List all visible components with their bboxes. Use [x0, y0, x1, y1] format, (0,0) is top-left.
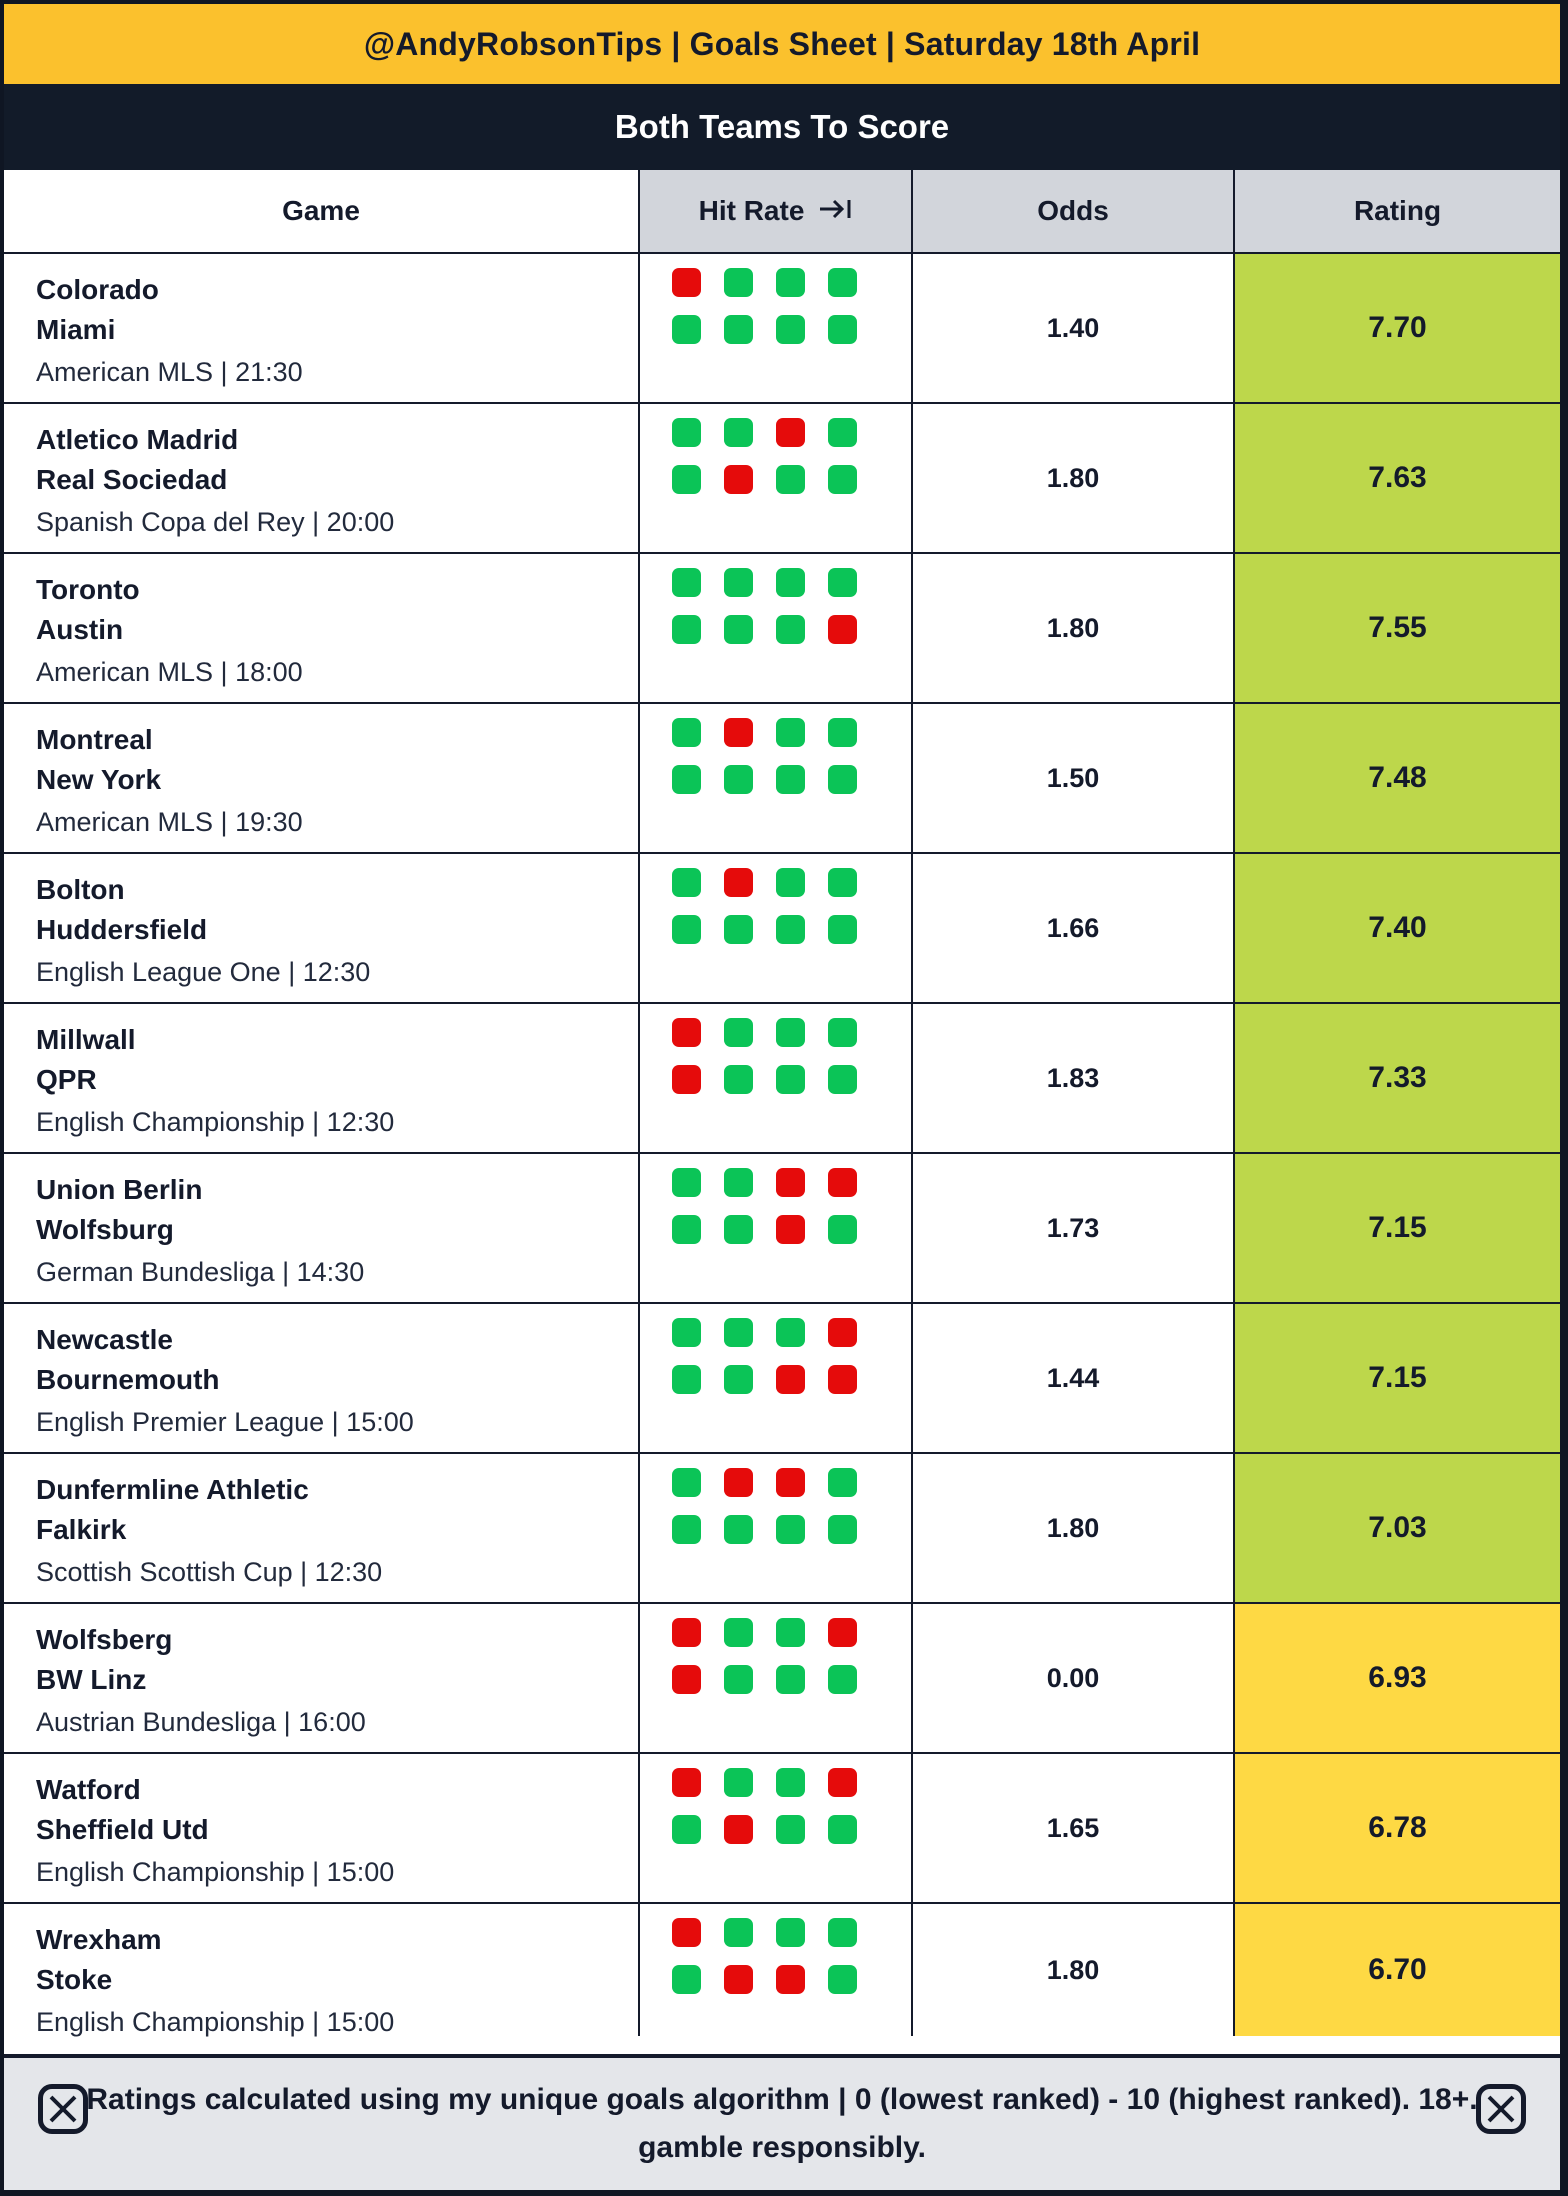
league-time: English Championship | 15:00 — [36, 2007, 395, 2037]
miss-indicator — [828, 1318, 857, 1347]
game-cell — [4, 1904, 640, 2036]
hit-indicator — [828, 1965, 857, 1994]
home-team: Union Berlin — [36, 1174, 203, 1205]
away-team: Sheffield Utd — [36, 1814, 209, 1845]
league-time: Scottish Scottish Cup | 12:30 — [36, 1557, 383, 1587]
hit-rate-cell — [640, 1754, 913, 1902]
hit-indicator — [828, 868, 857, 897]
hit-rate-grid — [672, 868, 911, 944]
rating-value: 7.48 — [1235, 704, 1560, 852]
hit-indicator — [672, 315, 701, 344]
hit-indicator — [672, 915, 701, 944]
hit-indicator — [672, 1815, 701, 1844]
no-under-18-icon — [38, 2084, 88, 2134]
hit-indicator — [724, 1168, 753, 1197]
hit-rate-grid — [672, 1918, 911, 1994]
away-team: New York — [36, 764, 162, 795]
table-row[interactable] — [4, 1304, 1560, 1454]
hit-indicator — [724, 1065, 753, 1094]
hit-indicator — [828, 915, 857, 944]
miss-indicator — [672, 1618, 701, 1647]
league-time: English Championship | 15:00 — [36, 1857, 395, 1887]
hit-rate-cell — [640, 854, 913, 1002]
hit-indicator — [828, 718, 857, 747]
away-team: Wolfsburg — [36, 1214, 174, 1245]
odds-value: 1.80 — [913, 1904, 1235, 2036]
hit-indicator — [828, 1515, 857, 1544]
hit-rate-cell — [640, 1004, 913, 1152]
hit-rate-cell — [640, 254, 913, 402]
miss-indicator — [672, 1768, 701, 1797]
hit-rate-cell — [640, 1454, 913, 1602]
hit-indicator — [828, 1018, 857, 1047]
rating-value: 7.55 — [1235, 554, 1560, 702]
table-row[interactable] — [4, 254, 1560, 404]
game-cell — [4, 1754, 640, 1902]
odds-value: 1.66 — [913, 854, 1235, 1002]
odds-value: 0.00 — [913, 1604, 1235, 1752]
game-cell — [4, 1154, 640, 1302]
miss-indicator — [724, 1965, 753, 1994]
miss-indicator — [724, 1468, 753, 1497]
away-team: Real Sociedad — [36, 464, 228, 495]
game-cell — [4, 404, 640, 552]
hit-indicator — [776, 268, 805, 297]
away-team: Miami — [36, 314, 116, 345]
table-row[interactable] — [4, 404, 1560, 554]
hit-indicator — [672, 1215, 701, 1244]
hit-indicator — [776, 1515, 805, 1544]
miss-indicator — [724, 868, 753, 897]
miss-indicator — [828, 1768, 857, 1797]
hit-indicator — [828, 1665, 857, 1694]
hit-indicator — [672, 418, 701, 447]
miss-indicator — [776, 1365, 805, 1394]
league-time: Spanish Copa del Rey | 20:00 — [36, 507, 395, 537]
game-cell — [4, 1604, 640, 1752]
league-time: English League One | 12:30 — [36, 957, 371, 987]
hit-indicator — [724, 1215, 753, 1244]
home-team: Atletico Madrid — [36, 424, 239, 455]
miss-indicator — [828, 615, 857, 644]
miss-indicator — [776, 1168, 805, 1197]
column-header-hit-rate-label: Hit Rate — [698, 195, 805, 226]
game-cell — [4, 554, 640, 702]
hit-indicator — [776, 465, 805, 494]
game-cell — [4, 1304, 640, 1452]
table-row[interactable] — [4, 1754, 1560, 1904]
column-header-odds-label: Odds — [1037, 195, 1109, 226]
rating-value: 6.70 — [1235, 1904, 1560, 2036]
league-time: Austrian Bundesliga | 16:00 — [36, 1707, 366, 1737]
away-team: Austin — [36, 614, 124, 645]
hit-indicator — [724, 1018, 753, 1047]
away-team: Falkirk — [36, 1514, 127, 1545]
home-team: Bolton — [36, 874, 125, 905]
table-row[interactable] — [4, 1604, 1560, 1754]
footer-text: Ratings calculated using my unique goals algorithm | 0 (lowest ranked) - 10 (highest ranked). 18+. gamble responsibly. — [86, 2083, 1478, 2164]
column-header-game-label: Game — [282, 195, 360, 226]
game-cell — [4, 254, 640, 402]
hit-indicator — [672, 568, 701, 597]
hit-rate-cell — [640, 1904, 913, 2036]
away-team: BW Linz — [36, 1664, 147, 1695]
hit-indicator — [828, 568, 857, 597]
hit-indicator — [776, 1768, 805, 1797]
hit-indicator — [776, 1618, 805, 1647]
hit-indicator — [828, 268, 857, 297]
hit-rate-cell — [640, 404, 913, 552]
hit-rate-cell — [640, 554, 913, 702]
table-header — [4, 170, 1560, 254]
hit-indicator — [724, 418, 753, 447]
miss-indicator — [828, 1168, 857, 1197]
hit-indicator — [724, 315, 753, 344]
rating-value: 7.03 — [1235, 1454, 1560, 1602]
btts-table — [4, 170, 1560, 2054]
hit-indicator — [724, 1918, 753, 1947]
hit-indicator — [672, 1965, 701, 1994]
rating-value: 7.40 — [1235, 854, 1560, 1002]
hit-indicator — [724, 1618, 753, 1647]
column-header-game[interactable] — [4, 170, 640, 252]
table-row[interactable] — [4, 1904, 1560, 2036]
miss-indicator — [828, 1618, 857, 1647]
league-time: English Championship | 12:30 — [36, 1107, 395, 1137]
miss-indicator — [724, 465, 753, 494]
hit-indicator — [724, 268, 753, 297]
home-team: Millwall — [36, 1024, 136, 1055]
hit-rate-grid — [672, 568, 911, 644]
rating-value: 7.63 — [1235, 404, 1560, 552]
table-row[interactable] — [4, 1154, 1560, 1304]
miss-indicator — [776, 1215, 805, 1244]
game-cell — [4, 1454, 640, 1602]
hit-indicator — [828, 465, 857, 494]
odds-value: 1.40 — [913, 254, 1235, 402]
hit-indicator — [828, 1215, 857, 1244]
miss-indicator — [672, 1918, 701, 1947]
miss-indicator — [672, 1665, 701, 1694]
hit-indicator — [828, 1918, 857, 1947]
hit-rate-grid — [672, 718, 911, 794]
league-time: American MLS | 18:00 — [36, 657, 303, 687]
table-row[interactable] — [4, 554, 1560, 704]
miss-indicator — [724, 1815, 753, 1844]
column-header-odds[interactable] — [913, 170, 1235, 252]
away-team: Bournemouth — [36, 1364, 220, 1395]
hit-indicator — [672, 868, 701, 897]
hit-indicator — [724, 1365, 753, 1394]
odds-value: 1.80 — [913, 554, 1235, 702]
game-cell — [4, 1004, 640, 1152]
hit-indicator — [776, 1815, 805, 1844]
hit-indicator — [776, 1665, 805, 1694]
rating-value: 6.93 — [1235, 1604, 1560, 1752]
home-team: Wrexham — [36, 1924, 162, 1955]
table-row[interactable] — [4, 1004, 1560, 1154]
hit-indicator — [672, 1515, 701, 1544]
hit-rate-grid — [672, 1618, 911, 1694]
hit-indicator — [724, 1665, 753, 1694]
home-team: Newcastle — [36, 1324, 173, 1355]
rating-value: 7.33 — [1235, 1004, 1560, 1152]
home-team: Colorado — [36, 274, 159, 305]
hit-indicator — [828, 315, 857, 344]
league-time: English Premier League | 15:00 — [36, 1407, 414, 1437]
hit-indicator — [828, 418, 857, 447]
hit-indicator — [672, 465, 701, 494]
hit-indicator — [672, 1318, 701, 1347]
hit-indicator — [776, 1318, 805, 1347]
odds-value: 1.80 — [913, 1454, 1235, 1602]
hit-rate-cell — [640, 704, 913, 852]
section-title: Both Teams To Score — [4, 84, 1560, 170]
game-cell — [4, 704, 640, 852]
hit-indicator — [724, 765, 753, 794]
hit-rate-cell — [640, 1154, 913, 1302]
hit-indicator — [776, 568, 805, 597]
odds-value: 1.80 — [913, 404, 1235, 552]
odds-value: 1.65 — [913, 1754, 1235, 1902]
hit-rate-cell — [640, 1304, 913, 1452]
arrow-right-to-line-icon[interactable] — [818, 195, 852, 227]
sheet-title: @AndyRobsonTips | Goals Sheet | Saturday 18th April — [4, 4, 1560, 84]
league-time: German Bundesliga | 14:30 — [36, 1257, 365, 1287]
hit-indicator — [724, 615, 753, 644]
hit-indicator — [828, 765, 857, 794]
no-under-18-icon — [1476, 2084, 1526, 2134]
hit-rate-grid — [672, 418, 911, 494]
odds-value: 1.44 — [913, 1304, 1235, 1452]
home-team: Montreal — [36, 724, 153, 755]
rating-value: 7.70 — [1235, 254, 1560, 402]
rating-value: 7.15 — [1235, 1154, 1560, 1302]
hit-indicator — [724, 568, 753, 597]
league-time: American MLS | 19:30 — [36, 807, 303, 837]
hit-indicator — [724, 1515, 753, 1544]
miss-indicator — [724, 718, 753, 747]
miss-indicator — [672, 1065, 701, 1094]
hit-indicator — [776, 765, 805, 794]
rating-value: 6.78 — [1235, 1754, 1560, 1902]
table-row[interactable] — [4, 704, 1560, 854]
miss-indicator — [776, 418, 805, 447]
away-team: Stoke — [36, 1964, 113, 1995]
away-team: QPR — [36, 1064, 97, 1095]
hit-indicator — [724, 1318, 753, 1347]
column-header-rating[interactable] — [1235, 170, 1560, 252]
miss-indicator — [776, 1468, 805, 1497]
odds-value: 1.73 — [913, 1154, 1235, 1302]
hit-rate-grid — [672, 1018, 911, 1094]
hit-rate-grid — [672, 1318, 911, 1394]
hit-indicator — [672, 765, 701, 794]
hit-indicator — [776, 1018, 805, 1047]
hit-indicator — [828, 1815, 857, 1844]
hit-indicator — [672, 615, 701, 644]
column-header-hit-rate[interactable] — [640, 170, 913, 252]
odds-value: 1.50 — [913, 704, 1235, 852]
hit-indicator — [724, 1768, 753, 1797]
table-row[interactable] — [4, 854, 1560, 1004]
hit-indicator — [828, 1065, 857, 1094]
home-team: Toronto — [36, 574, 140, 605]
miss-indicator — [672, 268, 701, 297]
home-team: Dunfermline Athletic — [36, 1474, 309, 1505]
hit-rate-grid — [672, 1768, 911, 1844]
footer-disclaimer — [4, 2054, 1560, 2190]
hit-indicator — [672, 718, 701, 747]
column-header-rating-label: Rating — [1353, 195, 1442, 226]
hit-indicator — [776, 315, 805, 344]
hit-rate-grid — [672, 1468, 911, 1544]
miss-indicator — [776, 1965, 805, 1994]
hit-indicator — [776, 868, 805, 897]
hit-indicator — [672, 1365, 701, 1394]
hit-indicator — [672, 1468, 701, 1497]
miss-indicator — [828, 1365, 857, 1394]
hit-indicator — [776, 615, 805, 644]
hit-indicator — [776, 1918, 805, 1947]
hit-indicator — [776, 915, 805, 944]
hit-indicator — [776, 1065, 805, 1094]
table-row[interactable] — [4, 1454, 1560, 1604]
hit-rate-grid — [672, 268, 911, 344]
hit-rate-grid — [672, 1168, 911, 1244]
league-time: American MLS | 21:30 — [36, 357, 303, 387]
odds-value: 1.83 — [913, 1004, 1235, 1152]
away-team: Huddersfield — [36, 914, 208, 945]
rating-value: 7.15 — [1235, 1304, 1560, 1452]
hit-indicator — [776, 718, 805, 747]
hit-indicator — [724, 915, 753, 944]
miss-indicator — [672, 1018, 701, 1047]
hit-indicator — [828, 1468, 857, 1497]
game-cell — [4, 854, 640, 1002]
hit-indicator — [672, 1168, 701, 1197]
table-body — [4, 254, 1560, 2036]
hit-rate-cell — [640, 1604, 913, 1752]
home-team: Watford — [36, 1774, 141, 1805]
home-team: Wolfsberg — [36, 1624, 173, 1655]
